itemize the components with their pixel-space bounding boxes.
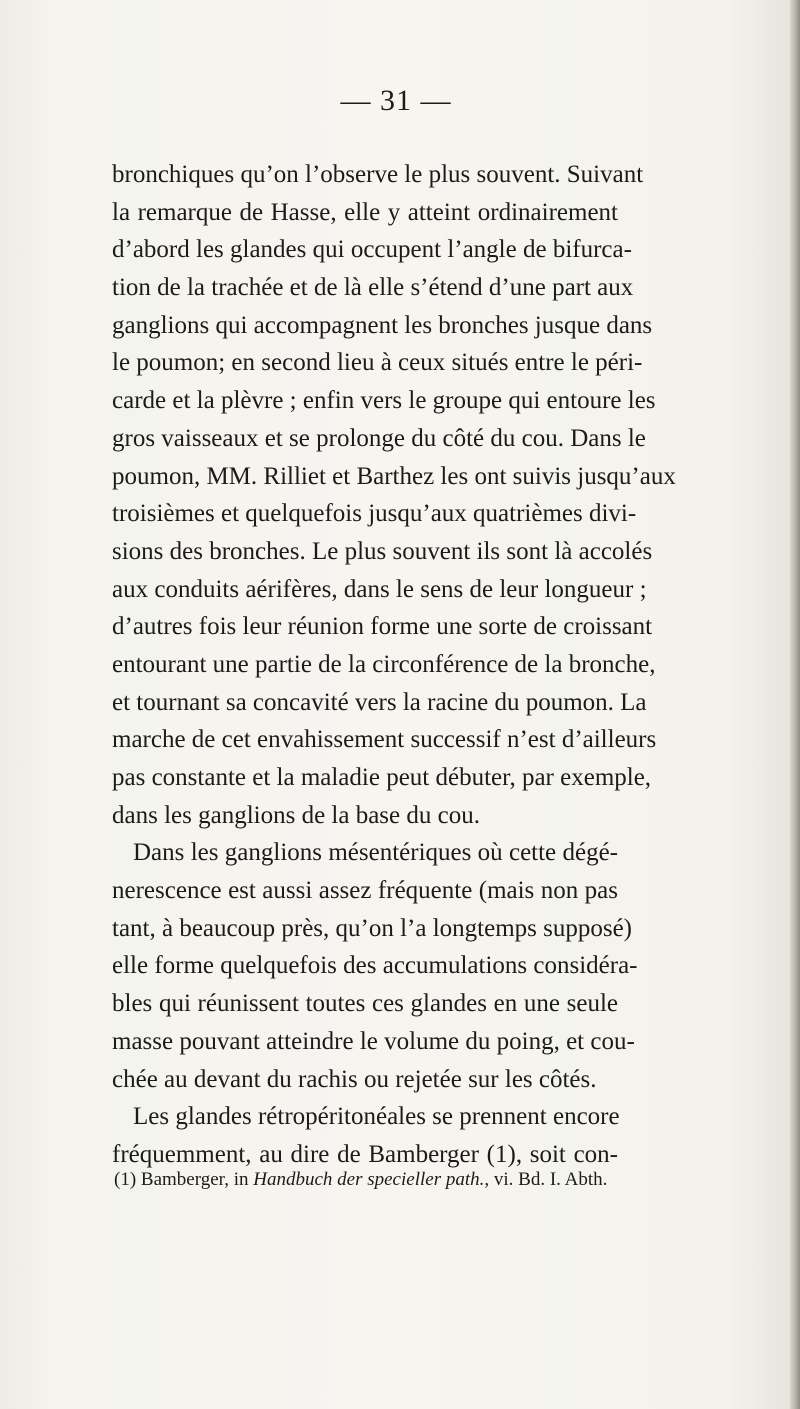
footnote-title: Handbuch der specieller path. (253, 1169, 485, 1190)
text-line: gros vaisseaux et se prolonge du côté du cou. Dans le (112, 424, 646, 452)
text-line: pas constante et la maladie peut débuter, par exemple, (112, 764, 652, 791)
page-edge (790, 0, 800, 1409)
text-line: fréquemment, au dire de Bamberger (1), soit con- (112, 1140, 618, 1168)
text-line: dans les ganglions de la base du cou. (112, 801, 480, 829)
text-line: marche de cet envahissement successif n’est d’ailleurs (112, 726, 657, 754)
footnote-marker: (1) (114, 1169, 137, 1190)
text-line: troisièmes et quelquefois jusqu’aux quatrièmes divi- (112, 500, 637, 528)
text-line: la remarque de Hasse, elle y atteint ordinairement (112, 198, 618, 226)
text-line: elle forme quelquefois des accumulations considéra- (112, 952, 638, 980)
text-line: Dans les ganglions mésentériques où cette dégé- (133, 839, 618, 867)
footnote (114, 1168, 618, 1192)
text-line: tion de la trachée et de là elle s’étend d’une part aux (112, 274, 634, 302)
page-number: — 31 — (340, 84, 452, 117)
text-line: Les glandes rétropéritonéales se prennent encore (133, 1103, 620, 1131)
text-line: ganglions qui accompagnent les bronches jusque dans (112, 311, 653, 339)
text-line: tant, à beaucoup près, qu’on l’a longtemps supposé) (112, 914, 633, 942)
text-line: d’autres fois leur réunion forme une sorte de croissant (112, 613, 653, 641)
text-line: bles qui réunissent toutes ces glandes en une seule (112, 990, 618, 1018)
body-text (112, 156, 676, 1174)
text-line: le poumon; en second lieu à ceux situés entre le péri- (112, 349, 643, 377)
text-line: nerescence est aussi assez fréquente (mais non pas (112, 877, 618, 905)
text-line: carde et la plèvre ; enfin vers le groupe qui entoure les (112, 387, 656, 415)
text-line: sions des bronches. Le plus souvent ils sont là accolés (112, 537, 653, 565)
text-line: et tournant sa concavité vers la racine du poumon. La (112, 688, 647, 716)
text-line: chée au devant du rachis ou rejetée sur les côtés. (112, 1065, 597, 1093)
footnote-author: Bamberger, in (140, 1169, 249, 1190)
footnote-rest: , vi. Bd. I. Abth. (484, 1169, 608, 1190)
text-line: bronchiques qu’on l’observe le plus souvent. Suivant (112, 161, 644, 188)
text-line: poumon, MM. Rilliet et Barthez les ont suivis jusqu’aux (112, 462, 676, 490)
text-line: masse pouvant atteindre le volume du poing, et cou- (112, 1027, 635, 1055)
text-line: entourant une partie de la circonférence de la bronche, (112, 650, 656, 678)
text-line: d’abord les glandes qui occupent l’angle de bifurca- (112, 236, 632, 264)
text-line: aux conduits aérifères, dans le sens de leur longueur ; (112, 575, 647, 603)
